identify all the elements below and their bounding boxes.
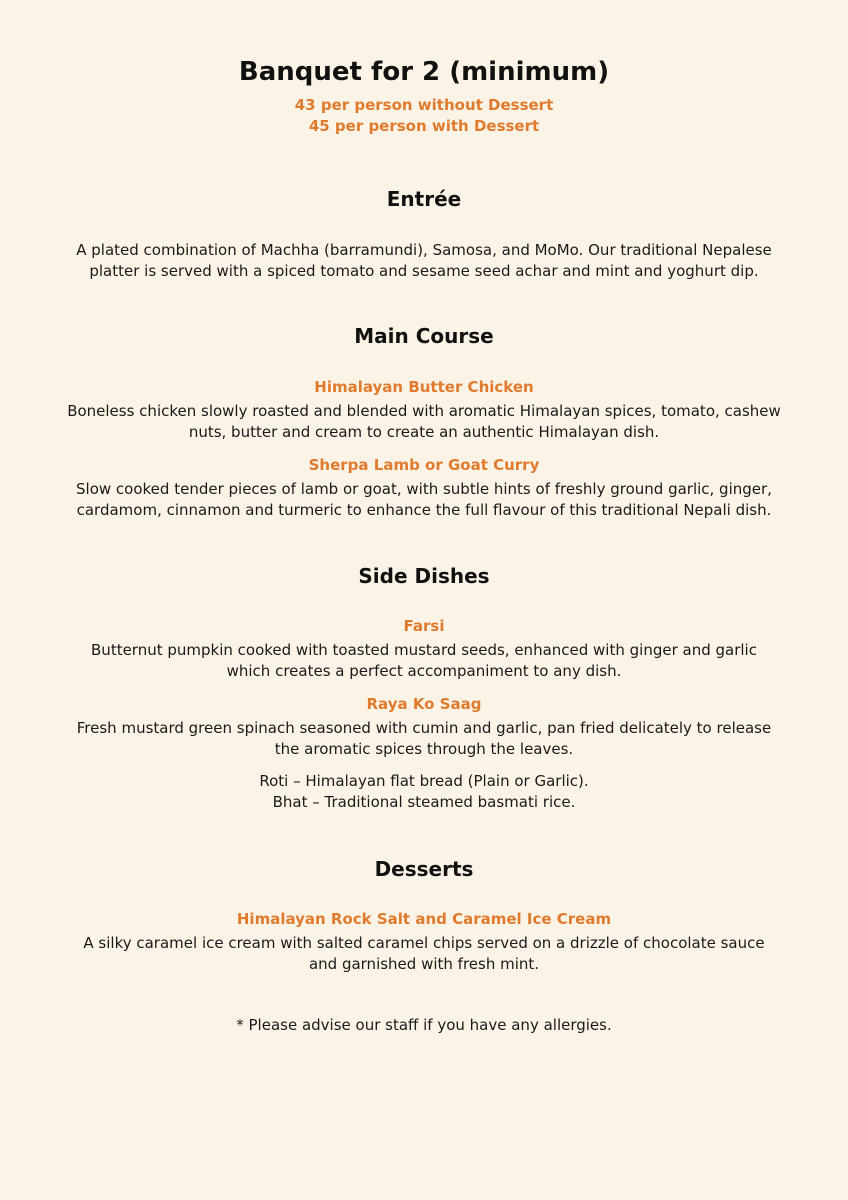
entree-description-line: A plated combination of Machha (barramundi), Samosa, and MoMo. Our traditional Nepalese [76, 241, 772, 259]
dish-description-line: which creates a perfect accompaniment to any dish. [226, 662, 622, 680]
side-extra-bhat: Bhat – Traditional steamed basmati rice. [272, 793, 576, 811]
side-dishes-heading: Side Dishes [358, 564, 490, 588]
dish-name-ice-cream: Himalayan Rock Salt and Caramel Ice Cream [236, 910, 612, 928]
dish-description-line: Boneless chicken slowly roasted and blended with aromatic Himalayan spices, tomato, cashew [67, 402, 781, 420]
dish-description-line: and garnished with fresh mint. [308, 955, 540, 973]
dish-description-raya-ko-saag [40, 718, 808, 760]
dish-description-line: nuts, butter and cream to create an authentic Himalayan dish. [188, 423, 660, 441]
main-course-heading: Main Course [354, 324, 494, 348]
dish-description-farsi [40, 640, 808, 682]
entree-description-line: platter is served with a spiced tomato and sesame seed achar and mint and yoghurt dip. [89, 262, 759, 280]
dish-name-lamb-goat-curry: Sherpa Lamb or Goat Curry [308, 456, 540, 474]
entree-description [40, 240, 808, 282]
dish-description-line: A silky caramel ice cream with salted caramel chips served on a drizzle of chocolate sauce [83, 934, 765, 952]
side-extras [40, 771, 808, 813]
allergy-note [40, 1015, 808, 1036]
dish-description-line: Butternut pumpkin cooked with toasted mustard seeds, enhanced with ginger and garlic [91, 641, 757, 659]
price-without-dessert: 43 per person without Dessert [294, 96, 554, 114]
allergy-note-text: * Please advise our staff if you have any allergies. [236, 1016, 612, 1034]
dish-description-line: Slow cooked tender pieces of lamb or goat, with subtle hints of freshly ground garlic, ginger, [76, 480, 772, 498]
dish-name-raya-ko-saag: Raya Ko Saag [366, 695, 482, 713]
dish-description-ice-cream [40, 933, 808, 975]
price-with-dessert: 45 per person with Dessert [308, 117, 540, 135]
side-extra-roti: Roti – Himalayan flat bread (Plain or Garlic). [259, 772, 589, 790]
desserts-heading: Desserts [374, 857, 474, 881]
dish-description-lamb-goat-curry [40, 479, 808, 521]
dish-name-butter-chicken: Himalayan Butter Chicken [314, 378, 534, 396]
entree-heading: Entrée [386, 187, 462, 211]
dish-name-farsi: Farsi [403, 617, 445, 635]
dish-description-butter-chicken [40, 401, 808, 443]
dish-description-line: cardamom, cinnamon and turmeric to enhance the full flavour of this traditional Nepali dish. [76, 501, 772, 519]
dish-description-line: Fresh mustard green spinach seasoned with cumin and garlic, pan fried delicately to release [76, 719, 772, 737]
page-title: Banquet for 2 (minimum) [238, 57, 610, 87]
dish-description-line: the aromatic spices through the leaves. [274, 740, 574, 758]
